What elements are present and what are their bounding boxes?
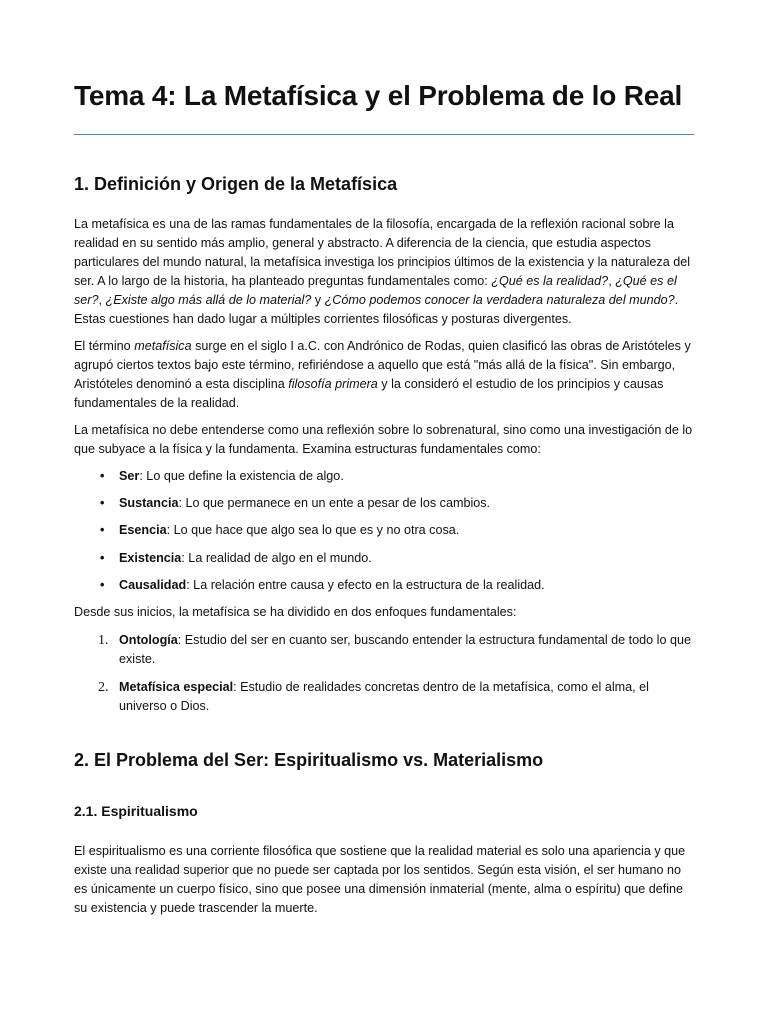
separator: , [608, 274, 616, 288]
section-1-paragraph-1 [74, 215, 696, 329]
paragraph-text: . Estas cuestiones han dado lugar a múltiples corrientes filosóficas y posturas divergentes. [74, 293, 679, 326]
title-divider [74, 134, 694, 135]
question-2: ¿Qué es el ser? [74, 274, 677, 307]
bullet-icon: • [100, 469, 105, 483]
bullet-icon: • [100, 523, 105, 537]
section-1-paragraph-3: La metafísica no debe entenderse como una reflexión sobre lo sobrenatural, sino como una investigación de lo que subyace a la física y la fundamenta. Examina estructuras fundamentales como: [74, 423, 693, 456]
list-desc: : Lo que define la existencia de algo. [139, 469, 344, 483]
paragraph-text: y la consideró el estudio de los principios y causas fundamentales de la realidad. [74, 377, 664, 410]
subsection-2-1-paragraph-1: El espiritualismo es una corriente filosófica que sostiene que la realidad material es solo una apariencia y que existe una realidad superior que no puede ser captada por los sentidos. Según esta visión, el ser humano no es únicamente un cuerpo físico, sino que posee una dimensión inmaterial (mente, alma o espíritu) que define su existencia y puede trascender la muerte. [74, 844, 686, 915]
question-4: ¿Cómo podemos conocer la verdadera naturaleza del mundo? [324, 293, 675, 307]
section-1-heading: 1. Definición y Origen de la Metafísica [74, 174, 398, 194]
list-desc: : La relación entre causa y efecto en la estructura de la realidad. [186, 578, 545, 592]
item-number: 1. [98, 633, 109, 648]
separator: y [311, 293, 325, 307]
list-desc: : Lo que hace que algo sea lo que es y no otra cosa. [166, 523, 460, 537]
bullet-icon: • [100, 578, 105, 592]
list-term: Causalidad [119, 578, 187, 592]
section-1-paragraph-4: Desde sus inicios, la metafísica se ha dividido en dos enfoques fundamentales: [74, 605, 517, 619]
paragraph-text: El término [74, 339, 135, 353]
list-term: Ontología [119, 633, 178, 647]
list-term: Metafísica especial [119, 680, 234, 694]
paragraph-text: surge en el siglo I a.C. con Andrónico de Rodas, quien clasificó las obras de Aristóteles y agrupó ciertos textos bajo este término, refiriéndose a aquello que está "más allá de la física". Sin embargo, Aristóteles denominó a esta disciplina [74, 339, 691, 391]
subsection-2-1-heading: 2.1. Espiritualismo [74, 803, 198, 819]
page-title: Tema 4: La Metafísica y el Problema de lo Real [74, 80, 683, 111]
separator: , [98, 293, 106, 307]
section-1-paragraph-2 [74, 337, 696, 413]
item-number: 2. [98, 680, 109, 695]
question-1: ¿Qué es la realidad? [491, 274, 609, 288]
bullet-icon: • [100, 496, 105, 510]
list-desc: : La realidad de algo en el mundo. [181, 551, 372, 565]
paragraph-text: La metafísica es una de las ramas fundamentales de la filosofía, encargada de la reflexión racional sobre la realidad en su sentido más amplio, general y abstracto. A diferencia de la ciencia, que estudia aspectos particulares del mundo natural, la metafísica investiga los principios últimos de la existencia y la naturaleza del ser. A lo largo de la historia, ha planteado preguntas fundamentales como: [74, 217, 691, 288]
bullet-icon: • [100, 551, 105, 565]
list-desc: : Lo que permanece en un ente a pesar de los cambios. [178, 496, 491, 510]
list-term: Esencia [119, 523, 167, 537]
list-term: Existencia [119, 551, 182, 565]
list-desc: : Estudio del ser en cuanto ser, buscando entender la estructura fundamental de todo lo que existe. [119, 633, 691, 666]
list-desc: : Estudio de realidades concretas dentro de la metafísica, como el alma, el universo o Dios. [119, 680, 649, 713]
term-metafisica: metafísica [134, 339, 192, 353]
term-filosofia-primera: filosofía primera [288, 377, 378, 391]
section-2-heading: 2. El Problema del Ser: Espiritualismo vs. Materialismo [74, 750, 544, 770]
question-3: ¿Existe algo más allá de lo material? [105, 293, 312, 307]
list-term: Sustancia [119, 496, 179, 510]
list-term: Ser [119, 469, 140, 483]
